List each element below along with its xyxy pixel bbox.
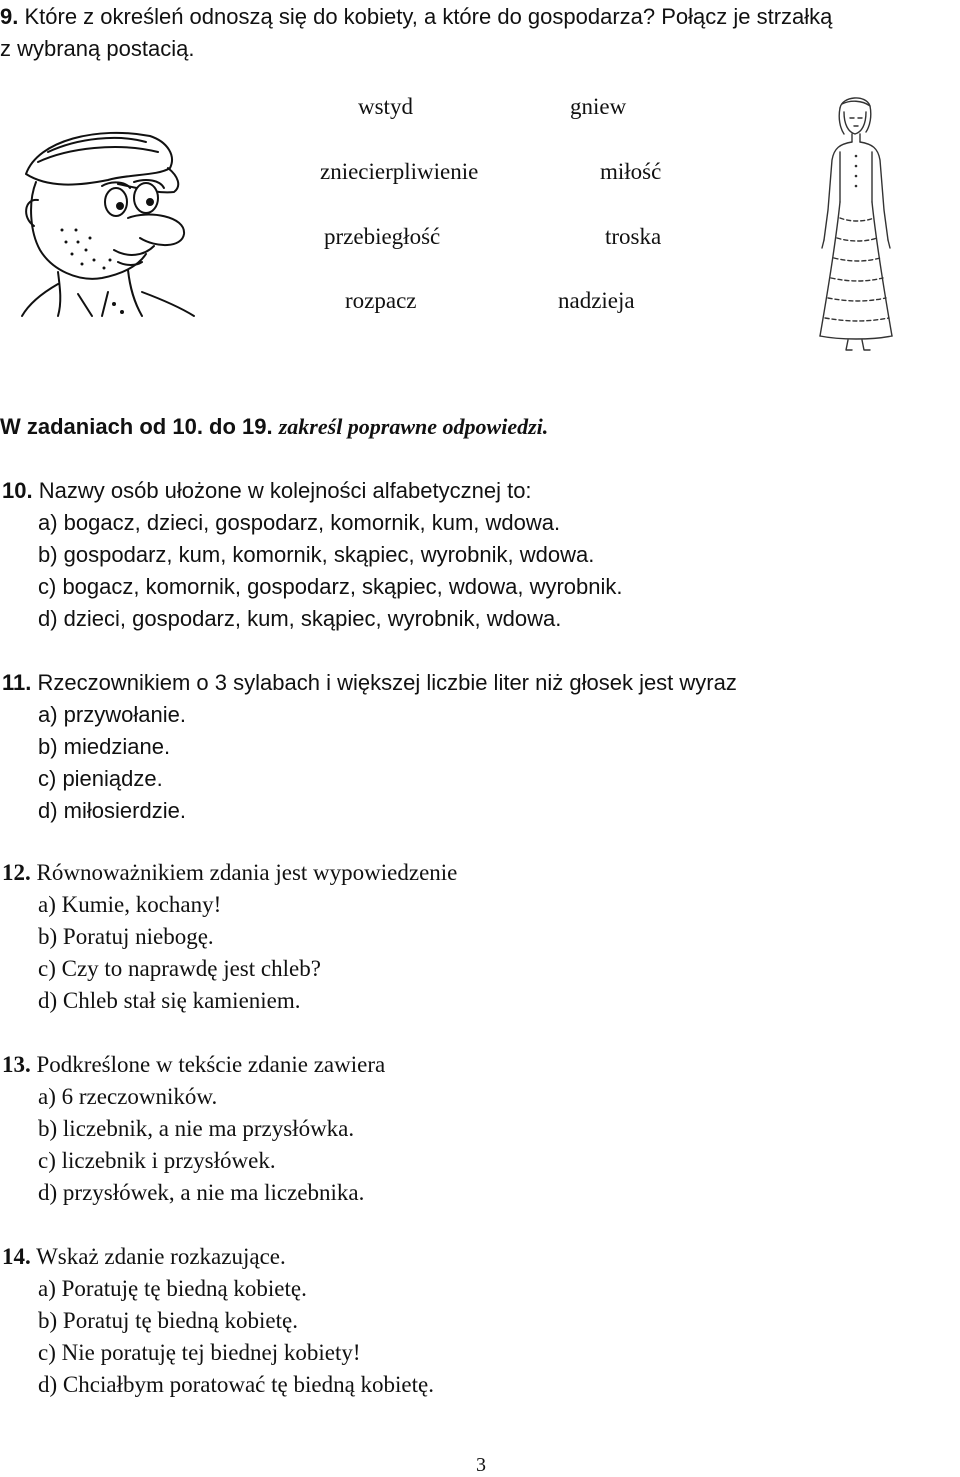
woman-drawing (810, 90, 900, 358)
option-a[interactable]: a) Kumie, kochany! (38, 892, 222, 917)
option-c[interactable]: c) pieniądze. (38, 766, 163, 791)
option-b[interactable]: b) liczebnik, a nie ma przysłówka. (38, 1116, 355, 1141)
question-12 (2, 860, 457, 886)
option-b[interactable]: b) gospodarz, kum, komornik, skąpiec, wyrobnik, wdowa. (38, 542, 595, 567)
word-left-1: wstyd (358, 94, 413, 119)
question-10 (2, 478, 532, 504)
option-a[interactable]: a) 6 rzeczowników. (38, 1084, 218, 1109)
option-d[interactable]: d) Chciałbym poratować tę biedną kobietę. (38, 1372, 434, 1397)
question-number: 11. (2, 670, 32, 695)
word-right-3: troska (605, 224, 662, 249)
instruction-italic: zakreśl poprawne odpowiedzi. (278, 414, 549, 439)
option-a[interactable]: a) bogacz, dzieci, gospodarz, komornik, kum, wdowa. (38, 510, 561, 535)
question-13 (2, 1052, 385, 1078)
option-b[interactable]: b) Poratuj niebogę. (38, 924, 214, 949)
option-c[interactable]: c) liczebnik i przysłówek. (38, 1148, 276, 1173)
task9-line1 (0, 2, 832, 32)
option-a[interactable]: a) Poratuję tę biedną kobietę. (38, 1276, 307, 1301)
option-d[interactable]: d) Chleb stał się kamieniem. (38, 988, 301, 1013)
task9-number: 9. (0, 4, 19, 29)
option-d[interactable]: d) dzieci, gospodarz, kum, skąpiec, wyrobnik, wdowa. (38, 606, 562, 631)
question-14 (2, 1244, 286, 1270)
question-stem: Rzeczownikiem o 3 sylabach i większej liczbie liter niż głosek jest wyraz (37, 670, 737, 695)
instruction (0, 414, 548, 440)
question-number: 13. (2, 1052, 31, 1077)
task9-text-1: Które z określeń odnoszą się do kobiety, a które do gospodarza? Połącz je strzałką (24, 4, 833, 29)
question-number: 14. (2, 1244, 31, 1269)
option-c[interactable]: c) Czy to naprawdę jest chleb? (38, 956, 321, 981)
option-d[interactable]: d) miłosierdzie. (38, 798, 186, 823)
page-number: 3 (476, 1454, 486, 1476)
question-stem: Podkreślone w tekście zdanie zawiera (36, 1052, 386, 1077)
task9-text-2: z wybraną postacią. (0, 36, 195, 61)
word-left-2: zniecierpliwienie (320, 159, 479, 184)
question-11 (2, 670, 737, 696)
word-left-3: przebiegłość (324, 224, 441, 249)
option-b[interactable]: b) Poratuj tę biedną kobietę. (38, 1308, 298, 1333)
question-number: 12. (2, 860, 31, 885)
question-number: 10. (2, 478, 33, 503)
question-stem: Nazwy osób ułożone w kolejności alfabetycznej to: (38, 478, 532, 503)
option-a[interactable]: a) przywołanie. (38, 702, 186, 727)
word-right-2: miłość (600, 159, 662, 184)
option-c[interactable]: c) bogacz, komornik, gospodarz, skąpiec, wdowa, wyrobnik. (38, 574, 623, 599)
option-c[interactable]: c) Nie poratuję tej biednej kobiety! (38, 1340, 361, 1365)
word-right-4: nadzieja (558, 288, 635, 313)
option-b[interactable]: b) miedziane. (38, 734, 171, 759)
question-stem: Wskaż zdanie rozkazujące. (36, 1244, 286, 1269)
instruction-prefix: W zadaniach od 10. do 19. (0, 414, 273, 439)
question-stem: Równoważnikiem zdania jest wypowiedzenie (36, 860, 458, 885)
word-left-4: rozpacz (345, 288, 417, 313)
farmer-drawing (18, 122, 198, 318)
word-right-1: gniew (570, 94, 627, 119)
option-d[interactable]: d) przysłówek, a nie ma liczebnika. (38, 1180, 365, 1205)
